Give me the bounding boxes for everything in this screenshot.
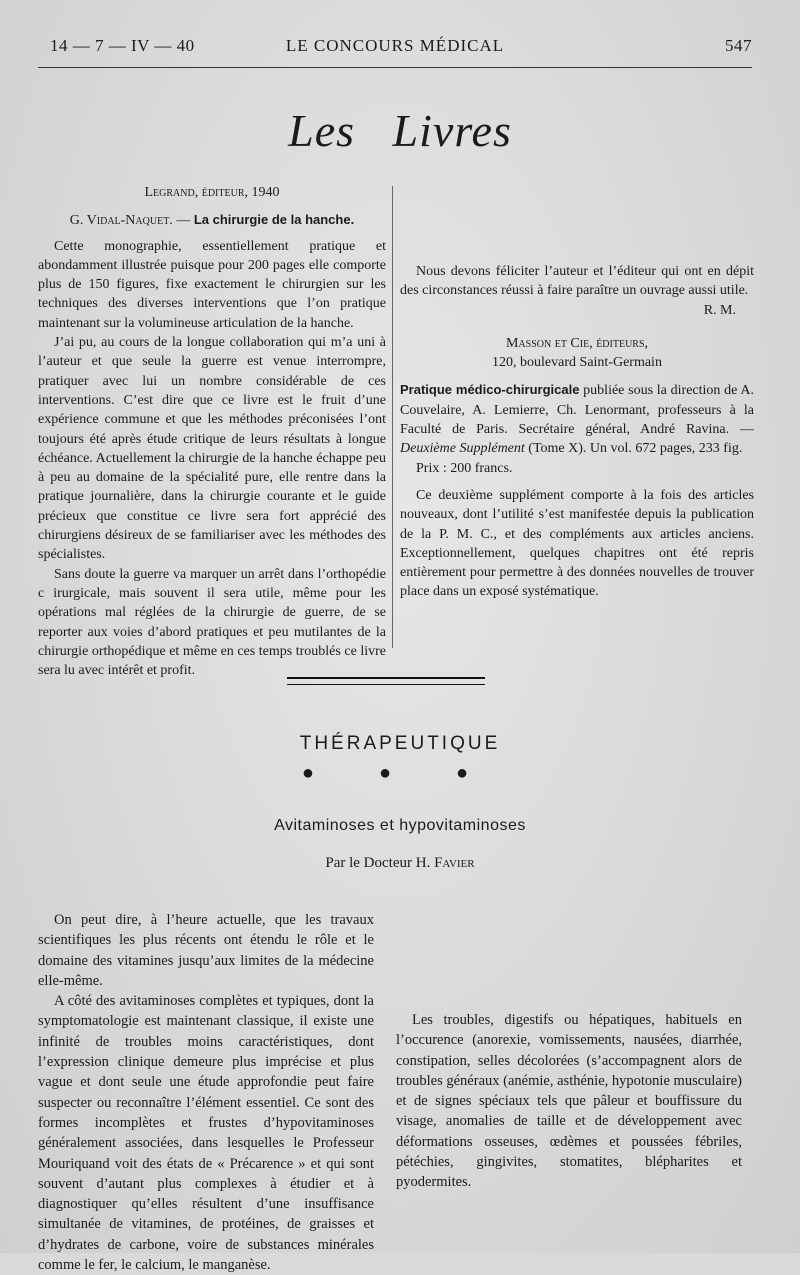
page-number: 547 <box>725 36 752 55</box>
journal-name: LE CONCOURS MÉDICAL <box>285 36 505 55</box>
review2-paragraph: Ce deuxième supplément comporte à la fois des articles nouveaux, dont l’utilité s’est manifestée depuis la publication de la P. M. C., et des compléments aux articles anciens. Exceptionnellement, quelques chapitres ont été repris entièrement pour permettre à des données nouvelles de trouver place dans un exposé systématique. <box>400 487 754 600</box>
title-word-1: Les <box>288 105 356 156</box>
review2-supplement: Deuxième Supplément <box>400 441 525 457</box>
review1-author: G. Vidal-Naquet. <box>69 213 173 229</box>
article-paragraph: On peut dire, à l’heure actuelle, que les travaux scientifiques les plus récents ont étendu le rôle et le domaine des vitamines jusqu’aux limites de la médecine elle-même. <box>38 912 374 989</box>
review-column-right <box>400 264 754 602</box>
review2-address: 120, boulevard Saint-Germain <box>492 355 662 371</box>
review1-heading: G. Vidal-Naquet. — La chirurgie de la hanche. <box>69 212 355 229</box>
review1-paragraph: Cette monographie, essentiellement pratique et abondamment illustrée puisque pour 200 pages elle comporte plus de 150 figures, fixe exactement le chirurgien sur les techniques des diverses interventions que l’on pratique maintenant sur la volumineuse articulation de la hanche. <box>38 238 386 331</box>
section-title-therapeutique: THÉRAPEUTIQUE <box>299 733 501 754</box>
title-word-2: Livres <box>392 105 512 156</box>
running-header <box>38 36 752 60</box>
issue-date: 14 — 7 — IV — 40 <box>50 36 195 55</box>
review1-paragraph: Sans doute la guerre va marquer un arrêt dans l’orthopédie c irurgicale, mais souvent il sera utile, même pour les opérations mal réglées de la chirurgie de guerre, de se reporter aux voies d’abord pratiques et peu mutilantes de la chirurgie orthopédique et même en ces temps troublés ce livre sera lu avec intérêt et profit. <box>38 566 386 679</box>
article-title: Avitaminoses et hypovitaminoses <box>274 817 526 834</box>
review1-book-title: La chirurgie de la hanche. <box>193 212 355 228</box>
review-column-left <box>38 183 386 680</box>
review1-signature: R. M. <box>703 302 736 318</box>
review1-paragraph: Nous devons féliciter l’auteur et l’éditeur qui ont en dépit des circonstances réussi à faire paraître un ouvrage aussi utile. <box>400 264 754 299</box>
section-title-livres <box>0 104 800 157</box>
article-paragraph: Les troubles, digestifs ou hépatiques, habituels en l’occurence (anorexie, vomissements, nausées, diarrhée, constipation, selles décolorées (s’accompagnent alors de troubles généraux (anémie, asthénie, hypotonie musculaire) et de signes spéciaux tels que pâleur et bouffissure du visage, anomalies de taille et de développement avec déformations osseuses, œdèmes et poussées fébriles, pétéchies, gingivites, stomatites, blépharites et pyodermites. <box>396 1012 742 1191</box>
article-column-left <box>38 910 374 1275</box>
review1-publisher: Legrand, éditeur, 1940 <box>144 185 280 200</box>
section-separator <box>287 677 485 685</box>
article-author: H. Favier <box>415 855 475 871</box>
review2-price: Prix : 200 francs. <box>416 460 513 476</box>
ornament-dots: ● ● ● <box>301 762 499 784</box>
column-divider <box>392 186 393 648</box>
review2-book-title: Pratique médico-chirurgicale <box>400 382 580 398</box>
header-rule <box>38 67 752 68</box>
article-paragraph: A côté des avitaminoses complètes et typiques, dont la symptomatologie est maintenant classique, il existe une infinité de troubles moins caractéristiques, dont l’expression clinique demeure plus imprécise et plus vague et dont seule une étude approfondie peut faire suspecter ou reconnaître l’élément essentiel. Ce sont des formes incomplètes et frustes d’hypovitaminoses généralement associées, dans lesquelles le Professeur Mouriquand voit des états de « Précarence » et qui sont souvent d’autant plus complexes à étudier et à diagnostiquer qu’elles résultent d’une insuffisance simultanée de vitamines, de protéines, de graisses et d’hydrates de carbone, voire de substances minérales comme le fer, le calcium, le manganèse. <box>38 993 374 1274</box>
review2-publisher: Masson et Cie, éditeurs, <box>505 335 649 351</box>
review2-heading: Pratique médico-chirurgicale publiée sous la direction de A. Couvelaire, A. Lemierre, Ch. Lenormant, professeurs à la Faculté de Paris. Secrétaire général, André Ravina. — Deuxième Supplément (Tome X). Un vol. 672 pages, 233 fig. <box>400 382 754 457</box>
review1-paragraph: J’ai pu, au cours de la longue collaboration qui m’a uni à l’auteur et que seule la guerre est venue interrompre, pratiquer avec lui un nombre considérable de ces interventions. C’est dire que ce livre est le fruit d’une expérience commune et que les méthodes préconisées l’ont toujours été après étude critique de leurs résultats à longue échéance. Actuellement la chirurgie de la hanche échappe peu à peu au domaine de la spécialité pure, elle rentre dans la pratique journalière, dans la chirurgie courante et le guide précieux que constitue ce livre sera fort apprécié des chirurgiens désireux de se familiariser avec les méthodes des spécialistes. <box>38 335 386 563</box>
article-column-right <box>396 1010 742 1193</box>
article-byline: Par le Docteur H. Favier <box>325 855 475 871</box>
